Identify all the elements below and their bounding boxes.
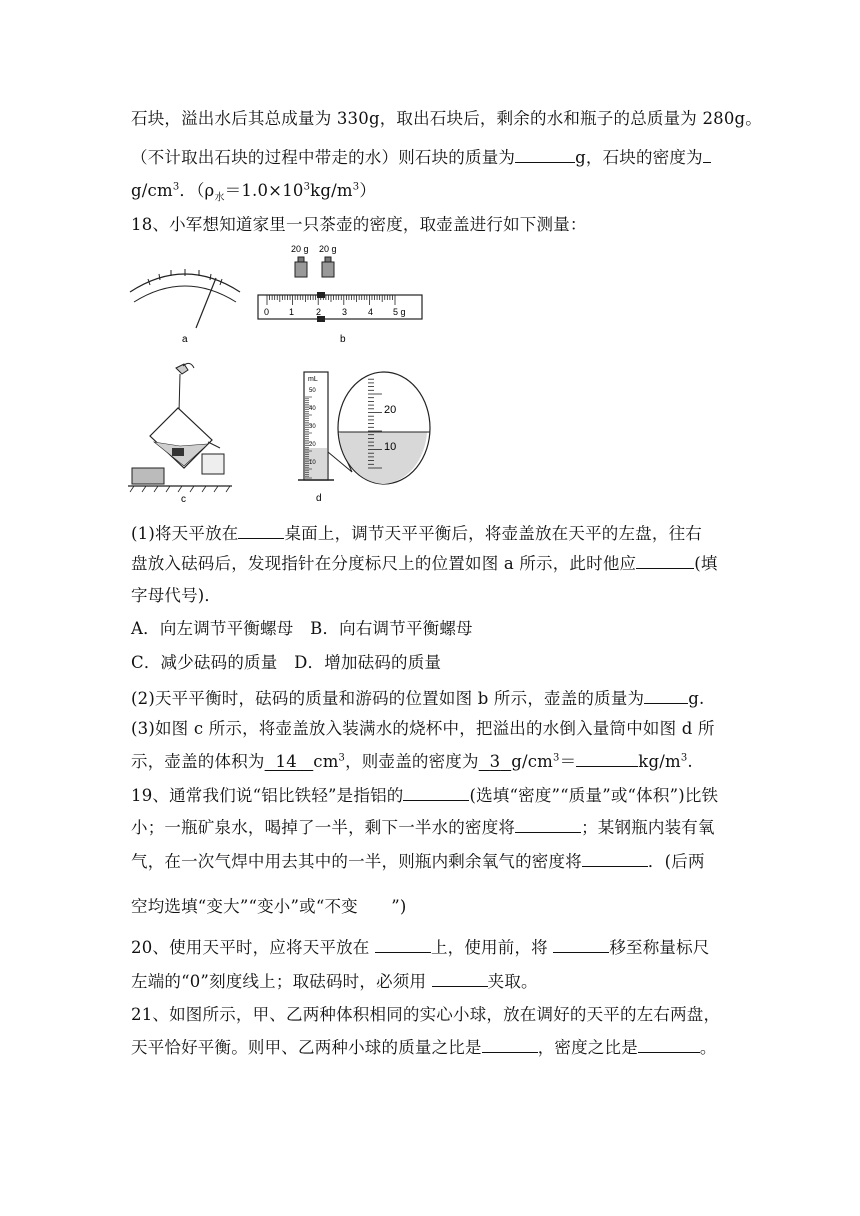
equals-text: ＝: [559, 752, 577, 771]
q19-text: ．(后两: [647, 852, 705, 871]
q21-text: 。: [699, 1038, 717, 1057]
q21-text: ，密度之比是: [537, 1038, 638, 1057]
unit-text: kg/m: [638, 752, 681, 771]
weight-label: 20 g: [291, 244, 309, 254]
q20-text: 移至称量标尺: [609, 938, 710, 957]
paren-text: ）: [359, 181, 377, 200]
answer-density: 3: [489, 752, 501, 771]
ruler-tick-label: 5 g: [393, 307, 406, 317]
answer-blank[interactable]: [238, 522, 284, 539]
answer-blank[interactable]: [703, 146, 711, 163]
q20-line1: [131, 936, 710, 959]
weight-icon: [322, 262, 334, 277]
period-text: .: [687, 752, 693, 771]
q18-text: 桌面上，调节天平平衡后，将壶盖放在天平的左盘，往右: [284, 524, 702, 543]
q21-text: 天平恰好平衡。则甲、乙两种小球的质量之比是: [131, 1038, 482, 1057]
q19-text: ；某钢瓶内装有氧: [581, 818, 715, 837]
cylinder-tick: 30: [309, 424, 316, 430]
cylinder-tick: 40: [309, 406, 316, 412]
q18-p1-line3: 字母代号)．: [131, 586, 222, 605]
weight-icon: [295, 262, 307, 277]
answer-volume: 14: [275, 752, 297, 771]
q19-text: (选填“密度”“质量”或“体积”)比铁: [469, 786, 719, 805]
answer-blank[interactable]: [432, 970, 488, 987]
rho-text: ．（ρ: [179, 181, 215, 200]
q18-text: (2)天平平衡时，砝码的质量和游码的位置如图 b 所示，壶盖的质量为: [131, 689, 645, 708]
answer-blank[interactable]: [553, 936, 609, 953]
answer-blank[interactable]: [638, 1036, 700, 1053]
figure-label-a: a: [182, 334, 188, 345]
unit-text: kg/m: [310, 181, 353, 200]
q19-text: 19、通常我们说“铝比铁轻”是指铝的: [131, 786, 404, 805]
answer-blank[interactable]: [636, 552, 694, 569]
zoom-tick: 10: [384, 441, 397, 453]
weight-label: 20 g: [319, 244, 337, 254]
unit-text: cm: [313, 752, 339, 771]
ruler-tick-label: 2: [316, 307, 322, 317]
ruler-tick-label: 0: [264, 307, 270, 317]
answer-blank[interactable]: [515, 816, 581, 833]
cylinder-tick: 20: [309, 442, 316, 448]
figure-a-pointer-scale: [128, 262, 248, 350]
q20-text: 上，使用前，将: [430, 938, 554, 957]
q19-line1: [131, 784, 718, 807]
q20-line2: [131, 970, 538, 993]
answer-blank[interactable]: [576, 750, 638, 767]
q17-line2: [131, 146, 711, 169]
q19-text: 小；一瓶矿泉水，喝掉了一半，剩下一半水的密度将: [131, 818, 516, 837]
q18-intro: 18、小军想知道家里一只茶壶的密度，取壶盖进行如下测量：: [131, 215, 587, 234]
q20-text: 夹取。: [487, 972, 538, 991]
q19-line2: [131, 816, 715, 839]
ruler-tick-label: 3: [342, 307, 348, 317]
value-text: ＝1.0×10: [224, 181, 304, 200]
cylinder-tick: 10: [309, 460, 316, 466]
q20-text: 20、使用天平时，应将天平放在: [131, 938, 375, 957]
figure-label-b: b: [340, 334, 346, 345]
q18-text: (1)将天平放在: [131, 524, 239, 543]
q19-line4: 空均选填“变大”“变小”或“不变 ”): [131, 897, 407, 916]
q17-line3: [131, 180, 376, 202]
figure-d-measuring-cylinder: [296, 368, 436, 504]
q18-p3-line1: (3)如图 c 所示，将壶盖放入装满水的烧杯中，把溢出的水倒入量筒中如图 d 所: [131, 719, 715, 738]
q18-p1-line2: [131, 552, 718, 575]
q17-text: g，石块的密度为: [575, 148, 703, 167]
q17-line1: 石块，溢出水后其总成量为 330g，取出石块后，剩余的水和瓶子的总质量为 280g。: [131, 109, 763, 128]
superscript: 3: [352, 181, 360, 193]
q18-p2: [131, 687, 704, 710]
q17-text: （不计取出石块的过程中带走的水）则石块的质量为: [131, 148, 516, 167]
q18-text: 示，壶盖的体积为: [131, 752, 265, 771]
subscript: 水: [214, 192, 225, 204]
answer-blank[interactable]: [482, 1036, 538, 1053]
ruler-tick-label: 1: [289, 307, 295, 317]
figure-label-c: c: [181, 494, 186, 504]
answer-blank[interactable]: [375, 936, 431, 953]
q18-p3-line2: [131, 750, 693, 773]
superscript: 3: [680, 752, 688, 764]
q18-text: (填: [694, 554, 718, 573]
q18-option-c-d: C．减少砝码的质量 D．增加砝码的质量: [131, 653, 442, 672]
unit-text: g/cm: [131, 181, 173, 200]
superscript: 3: [303, 181, 311, 193]
q20-text: 左端的“0”刻度线上；取砝码时，必须用: [131, 972, 432, 991]
unit-text: g/cm: [511, 752, 554, 771]
q21-line2: [131, 1036, 717, 1059]
answer-blank[interactable]: [403, 784, 469, 801]
figure-label-d: d: [316, 493, 322, 504]
q19-text: 气，在一次气焊中用去其中的一半，则瓶内剩余氧气的密度将: [131, 852, 582, 871]
answer-blank[interactable]: [515, 146, 575, 163]
ruler-tick-label: 4: [368, 307, 374, 317]
superscript: 3: [553, 752, 560, 764]
answer-blank[interactable]: [582, 850, 648, 867]
q19-line3: [131, 850, 705, 873]
superscript: 3: [172, 181, 180, 193]
q18-option-a-b: A．向左调节平衡螺母 B．向右调节平衡螺母: [131, 619, 473, 638]
q18-text: g.: [688, 689, 705, 708]
q21-line1: 21、如图所示，甲、乙两种体积相同的实心小球，放在调好的天平的左右两盘，: [131, 1005, 721, 1024]
q18-p1-line1: [131, 522, 702, 545]
figure-c-overflow-beaker: [128, 356, 238, 504]
q18-text: ，则壶盖的密度为: [345, 752, 479, 771]
figure-b-weights-ruler: [255, 240, 425, 350]
cylinder-tick: 50: [309, 388, 316, 394]
cylinder-unit: mL: [308, 376, 318, 383]
q18-text: 盘放入砝码后，发现指针在分度标尺上的位置如图 a 所示，此时他应: [131, 554, 637, 573]
zoom-tick: 20: [384, 404, 397, 416]
answer-blank[interactable]: [644, 687, 688, 704]
superscript: 3: [338, 752, 346, 764]
